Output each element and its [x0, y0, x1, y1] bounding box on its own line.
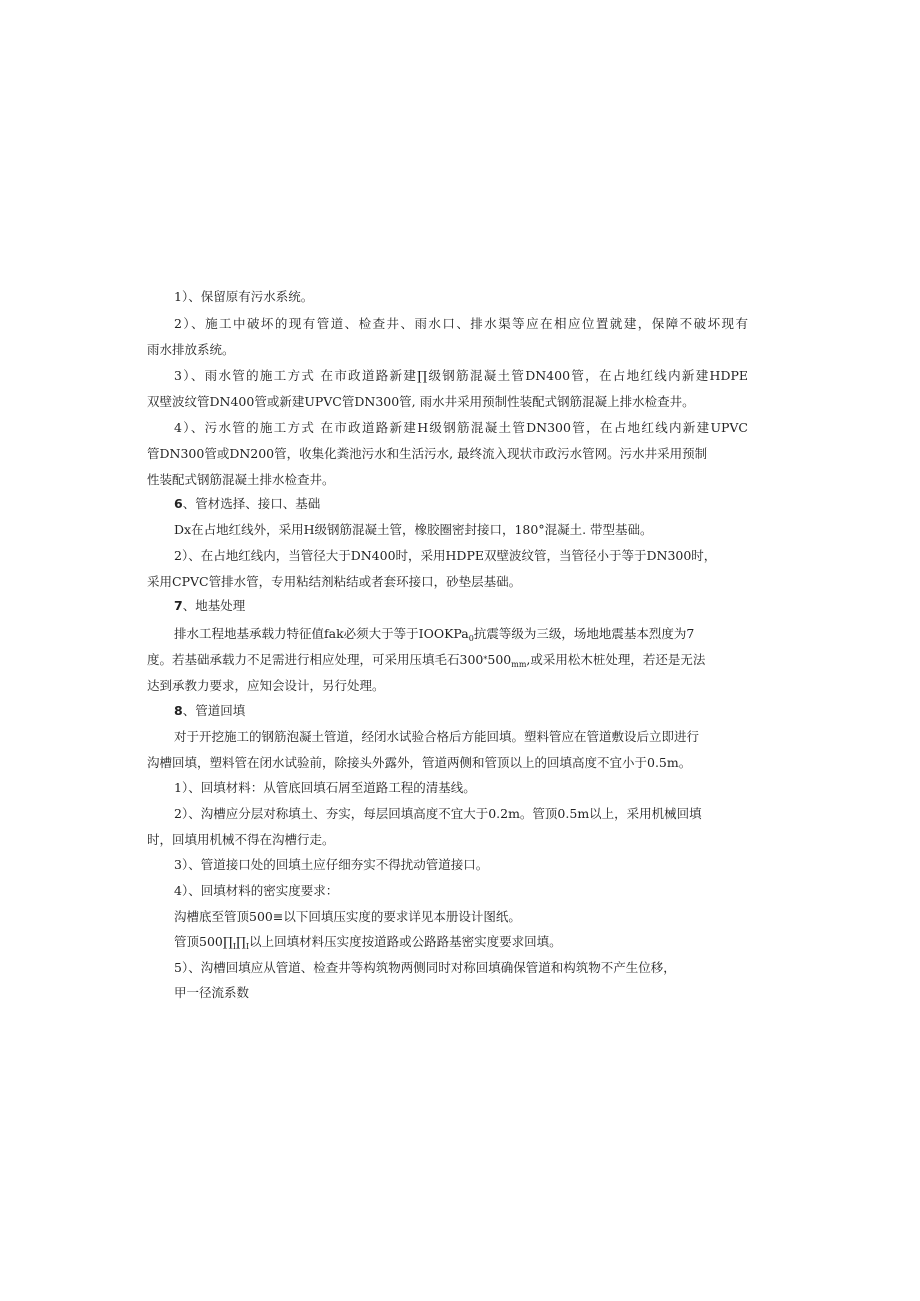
paragraph-line: 采用CPVC管排水管，专用粘结剂粘结或者套环接口，砂垫层基础。 — [147, 574, 522, 589]
paragraph-line: 沟槽回填，塑料管在闭水试验前，除接头外露外，管道两侧和管顶以上的回填高度不宜小于0.5m。 — [147, 755, 692, 770]
paragraph-line: 雨水排放系统。 — [147, 342, 235, 357]
paragraph-line: 管DN300管或DN200管，收集化粪池污水和生活污水, 最终流入现状市政污水管网。污水井采用预制 — [147, 446, 708, 461]
paragraph-line: 1）、回填材料：从管底回填石屑至道路工程的清基线。 — [174, 780, 476, 795]
paragraph-line: 沟槽底至管顶500≡以下回填压实度的要求详见本册设计图纸。 — [174, 909, 521, 924]
section-heading-8: 8、管道回填 — [174, 703, 246, 718]
paragraph-line: 时，回填用机械不得在沟槽行走。 — [147, 832, 335, 847]
paragraph-line: 2）、在占地红线内，当管径大于DN400时，采用HDPE双壁波纹管，当管径小于等于DN300时， — [174, 548, 717, 563]
paragraph-line: 3）、管道接口处的回填土应仔细夯实不得扰动管道接口。 — [174, 857, 489, 872]
paragraph-line: 管顶$500\prod_I\prod_I$以上回填材料压实度按道路或公路路基密实度要求回填。 — [174, 934, 562, 951]
paragraph-line: 4）、回填材料的密实度要求： — [174, 883, 339, 898]
paragraph-line: 甲一径流系数 — [174, 985, 250, 1000]
paragraph-line: 排水工程地基承载力特征值fak必须大于等于IOOKPa$_0$抗震等级为三级，场地地震基本烈度为7 — [174, 626, 695, 643]
paragraph-line: 1）、保留原有污水系统。 — [174, 289, 314, 304]
paragraph-line: 4）、污水管的施工方式 在市政道路新建H级钢筋混凝土管DN300管，在占地红线内新建UPVC — [174, 420, 748, 435]
paragraph-line: 对于开挖施工的钢筋泡凝土管道，经闭水试验合格后方能回填。塑料管应在管道敷设后立即进行 — [174, 729, 700, 744]
section-heading-7: 7、地基处理 — [174, 598, 246, 613]
paragraph-line: 2）、沟槽应分层对称填土、夯实，每层回填高度不宜大于0.2m。管顶0.5m以上，采用机械回填 — [174, 806, 702, 821]
paragraph-line: 双壁波纹管DN400管或新建UPVC管DN300管, 雨水井采用预制性装配式钢筋混凝上排水检查井。 — [147, 394, 695, 409]
paragraph-line: Dx在占地红线外，采用H级钢筋混凝土管，橡胶圈密封接口，180°混凝土. 带型基础。 — [174, 522, 653, 537]
paragraph-line: 3）、雨水管的施工方式 在市政道路新建∏级钢筋混凝土管DN400管，在占地红线内新建HDPE — [174, 368, 748, 383]
paragraph-line: 2）、施工中破坏的现有管道、检查井、雨水口、排水渠等应在相应位置就建，保障不破坏现有 — [174, 316, 748, 331]
paragraph-line: 5）、沟槽回填应从管道、检查井等构筑物两侧同时对称回填确保管道和构筑物不产生位移， — [174, 960, 676, 975]
section-heading-6: 6、管材选择、接口、基础 — [174, 496, 321, 511]
paragraph-line: 性装配式钢筋混凝土排水检查井。 — [147, 472, 335, 487]
paragraph-line: 度。若基础承载力不足需进行相应处理，可采用压填毛石$300^*500_{mm}$,或采用松木桩处理，若还是无法 — [147, 652, 706, 669]
paragraph-line: 达到承教力要求，应知会设计，另行处理。 — [147, 678, 385, 693]
